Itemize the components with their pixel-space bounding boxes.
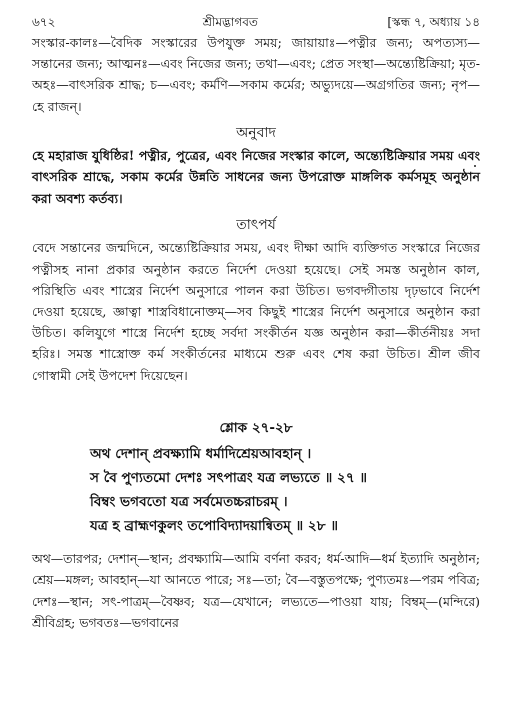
book-title: শ্রীমদ্ভাগবত — [202, 15, 258, 29]
verse-number: শ্লোক ২৭-২৮ — [219, 419, 293, 436]
synonyms-previous: সংস্কার-কালঃ—বৈদিক সংস্কারের উপযুক্ত সময়; জায়ায়াঃ—পত্নীর জন্য; অপত্যস্য—সন্তানের জন্য; আত্মনঃ—এবং নিজের জন্য; তথা—এবং; প্রেত সংস্থা—অন্ত্যেষ্টিক্রিয়া; মৃত-অহঃ—বাৎসরিক শ্রাদ্ধ; চ—এবং; কর্মণি—সকাম কর্মের; অভ্যুদয়ে—অগ্রগতির জন্য; নৃপ—হে রাজন্। — [32, 35, 480, 114]
purport-heading: তাৎপর্য — [236, 217, 276, 234]
page-number: ৬৭২ — [32, 15, 56, 29]
purport-text: বেদে সন্তানের জন্মদিনে, অন্ত্যেষ্টিক্রিয়ার সময়, এবং দীক্ষা আদি ব্যক্তিগত সংস্কারে নিজের পত্নীসহ নানা প্রকার অনুষ্ঠান করতে নির্দেশ দেওয়া হয়েছে। সেই সমস্ত অনুষ্ঠান কাল, পরিস্থিতি এবং শাস্ত্রের নির্দেশ অনুসারে পালন করা উচিত। ভগবদ্গীতায় দৃঢ়ভাবে নির্দেশ দেওয়া হয়েছে, জ্ঞাত্বা শাস্ত্রবিধানোক্তম্—সব কিছুই শাস্ত্রের নির্দেশ অনুসারে অনুষ্ঠান করা উচিত। কলিযুগে শাস্ত্রে নির্দেশ হচ্ছে সর্বদা সংকীর্তন যজ্ঞ অনুষ্ঠান করা—কীর্তনীয়ঃ সদা হরিঃ। সমস্ত শাস্ত্রোক্ত কর্ম সংকীর্তনের মাধ্যমে শুরু এবং শেষ করা উচিত। শ্রীল জীব গোস্বামী সেই উপদেশ দিয়েছেন। — [32, 240, 480, 383]
verse-line: যত্র হ ব্রাহ্মণকুলং তপোবিদ্যাদয়ান্বিতম্ ॥ ২৮ ॥ — [90, 517, 339, 534]
synonyms-text: অথ—তারপর; দেশান্—স্থান; প্রবক্ষ্যামি—আমি বর্ণনা করব; ধর্ম-আদি—ধর্ম ইত্যাদি অনুষ্ঠান; শ্রেয়—মঙ্গল; আবহান্—যা আনতে পারে; সঃ—তা; বৈ—বস্তুতপক্ষে; পুণ্যতমঃ—পরম পবিত্র; দেশঃ—স্থান; সৎ-পাত্রম্—বৈষ্ণব; যত্র—যেখানে; লভ্যতে—পাওয়া যায়; বিম্বম্—(মন্দিরে) শ্রীবিগ্রহ; ভগবতঃ—ভগবানের — [32, 550, 480, 630]
translation-text: হে মহারাজ যুধিষ্ঠির! পত্নীর, পুত্রের, এবং নিজের সংস্কার কালে, অন্ত্যেষ্টিক্রিয়ার সময় এবং বাৎসরিক শ্রাদ্ধে, সকাম কর্মের উন্নতি সাধনের জন্য উপরোক্ত মাঙ্গলিক কর্মসমূহ অনুষ্ঠান করা অবশ্য কর্তব্য। — [32, 147, 480, 206]
canto-chapter: [স্কন্ধ ৭, অধ্যায় ১৪ — [387, 15, 480, 29]
running-header — [32, 14, 480, 32]
verse-line: অথ দেশান্ প্রবক্ষ্যামি ধর্মাদিশ্রেয়আবহান্ । — [90, 445, 312, 462]
translation-heading: অনুবাদ — [236, 124, 276, 141]
verse-line: বিম্বং ভগবতো যত্র সর্বমেতচ্চরাচরম্ । — [90, 493, 288, 510]
page — [32, 14, 480, 633]
verse-line: স বৈ পুণ্যতমো দেশঃ সৎপাত্রং যত্র লভ্যতে ॥ ২৭ ॥ — [90, 469, 368, 486]
